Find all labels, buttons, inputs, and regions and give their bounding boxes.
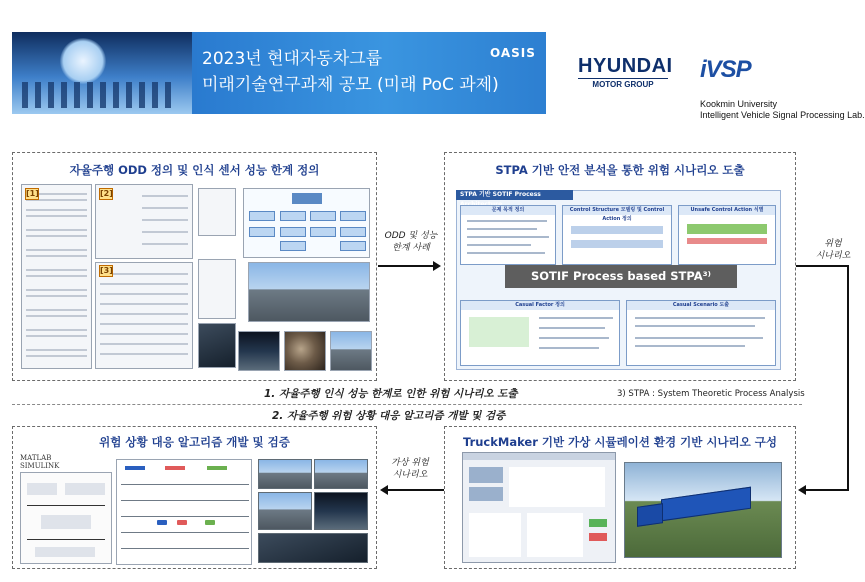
- stpa-card-control-structure-title: Control Structure 모델링 및 Control Action 정의: [563, 206, 671, 215]
- hyundai-brand: HYUNDAI: [578, 55, 673, 77]
- odd-to-stpa-text: ODD 및 성능 한계 사례: [384, 231, 438, 253]
- stpa-to-truck-arrow-bottom: [806, 489, 849, 491]
- simulink-block-diagram: [20, 472, 112, 564]
- stpa-card-casual-factor: [460, 300, 620, 366]
- stpa-to-truck-label: [808, 238, 858, 262]
- odd-document-1: [21, 184, 92, 369]
- camera-view-5: [258, 533, 368, 563]
- stpa-card-casual-scenario: [626, 300, 776, 366]
- stpa-card-purpose: [460, 205, 556, 265]
- section-divider: [12, 404, 802, 405]
- crowd-silhouette-image: [22, 82, 172, 108]
- banner-illustration: [12, 32, 192, 114]
- stpa-card-uca: [678, 205, 776, 265]
- arrow-right-icon: [433, 261, 441, 271]
- odd-taxonomy-tree: [243, 188, 370, 258]
- scenario-timeline: [116, 459, 252, 565]
- sensor-image-4: [330, 331, 372, 371]
- paper-thumbnail-2: [198, 259, 236, 319]
- truck-to-algo-arrow: [388, 489, 444, 491]
- truck-to-algo-label: [380, 457, 440, 481]
- sensor-image-2: [238, 331, 280, 371]
- kookmin-caption: [700, 99, 865, 121]
- odd-panel-title: 자율주행 ODD 정의 및 인식 센서 성능 한계 정의: [69, 163, 320, 177]
- moon-image: [60, 38, 106, 84]
- header-banner: [12, 32, 546, 114]
- oasis-logo: OASIS: [490, 46, 536, 60]
- matlab-simulink-logo: [20, 454, 59, 470]
- truckmaker-gui-window: [462, 452, 616, 563]
- stpa-card-control-structure: [562, 205, 672, 265]
- arrow-left-icon: [798, 485, 806, 495]
- matlab-logo-line2: SIMULINK: [20, 462, 60, 470]
- odd-to-stpa-label: [383, 230, 439, 254]
- banner-title: [202, 46, 499, 98]
- banner-title-line1: 2023년 현대자동차그룹: [202, 49, 383, 69]
- truck-simulation-view: [624, 462, 782, 558]
- hyundai-logo: [578, 55, 673, 89]
- stpa-card-casual-factor-title: Casual Factor 정의: [461, 301, 619, 310]
- step-1-label: 1. 자율주행 인식 성능 한계로 인한 위험 시나리오 도출: [264, 388, 518, 400]
- step-2-label: 2. 자율주행 위험 상황 대응 알고리즘 개발 및 검증: [272, 410, 506, 422]
- stpa-to-truck-arrow-vertical: [847, 265, 849, 491]
- truck-to-algo-text: 가상 위험 시나리오: [391, 458, 429, 480]
- road-scene-image: [248, 262, 370, 322]
- stpa-footnote: 3) STPA : System Theoretic Process Analysis: [617, 389, 805, 399]
- stpa-to-truck-text: 위험 시나리오: [815, 239, 851, 261]
- algorithm-panel-title: 위험 상황 대응 알고리즘 개발 및 검증: [99, 435, 290, 449]
- kookmin-line1: Kookmin University: [700, 99, 778, 109]
- stpa-to-truck-arrow-top: [796, 265, 849, 267]
- stpa-panel-title: STPA 기반 안전 분석을 통한 위험 시나리오 도출: [495, 163, 745, 177]
- truckmaker-panel-title: TruckMaker 기반 가상 시뮬레이션 환경 기반 시나리오 구성: [462, 435, 777, 449]
- ivsp-logo: iVSP: [700, 56, 751, 83]
- camera-view-3: [258, 492, 312, 530]
- paper-thumbnail-1: [198, 188, 236, 236]
- badge-3: [3]: [100, 266, 113, 275]
- stpa-card-uca-title: Unsafe Control Action 식별: [679, 206, 775, 215]
- badge-1: [1]: [26, 189, 39, 198]
- camera-view-2: [314, 459, 368, 489]
- sensor-image-1: [198, 323, 236, 368]
- hyundai-group: MOTOR GROUP: [578, 78, 668, 89]
- arrow-left-icon-2: [380, 485, 388, 495]
- odd-to-stpa-arrow: [378, 265, 434, 267]
- odd-table: [95, 262, 193, 369]
- stpa-architecture-head: STPA 기반 SOTIF Process: [456, 190, 573, 200]
- sotif-stpa-band: SOTIF Process based STPA³⁾: [505, 265, 737, 288]
- banner-title-line2: 미래기술연구과제 공모 (미래 PoC 과제): [202, 75, 499, 95]
- stpa-card-purpose-title: 문제 목적 정의: [461, 206, 555, 215]
- camera-view-1: [258, 459, 312, 489]
- camera-view-4: [314, 492, 368, 530]
- sensor-image-3: [284, 331, 326, 371]
- kookmin-line2: Intelligent Vehicle Signal Processing Lab.: [700, 110, 865, 120]
- matlab-logo-line1: MATLAB: [20, 454, 52, 462]
- stpa-card-casual-scenario-title: Casual Scenario 도출: [627, 301, 775, 310]
- badge-2: [2]: [100, 189, 113, 198]
